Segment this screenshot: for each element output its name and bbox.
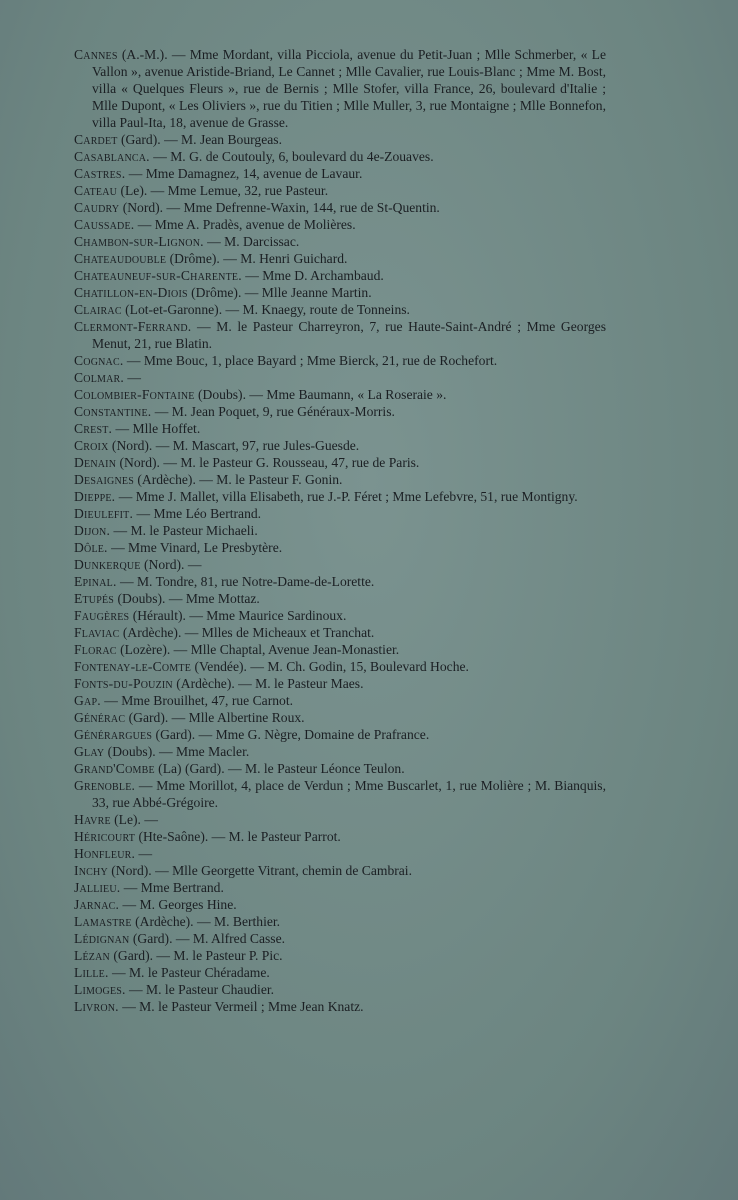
directory-entry — [74, 879, 606, 896]
entry-region: (Le). — [114, 812, 141, 827]
entry-text: — Mme Brouilhet, 47, rue Carnot. — [104, 693, 293, 708]
entry-text: — Mme Damagnez, 14, avenue de Lavaur. — [128, 166, 363, 181]
entry-region: (Gard). — [155, 727, 196, 742]
directory-entry — [74, 760, 606, 777]
entry-region: (Gard). — [132, 931, 173, 946]
entry-place: Limoges. — [74, 982, 126, 997]
directory-entry — [74, 930, 606, 947]
entry-place: Flaviac — [74, 625, 120, 640]
directory-entry — [74, 131, 606, 148]
directory-entry — [74, 216, 606, 233]
entry-region: (Doubs). — [107, 744, 156, 759]
entry-place: Héricourt — [74, 829, 136, 844]
entry-region: (La) (Gard). — [158, 761, 225, 776]
entry-text: — Mme D. Archambaud. — [245, 268, 384, 283]
entry-text: — Mme Defrenne-Waxin, 144, rue de St-Quentin. — [166, 200, 440, 215]
entry-place: Cardet — [74, 132, 118, 147]
entry-text: — M. Alfred Casse. — [175, 931, 286, 946]
directory-entry — [74, 675, 606, 692]
entry-text: — M. Jean Poquet, 9, rue Généraux-Morris. — [154, 404, 395, 419]
directory-entry — [74, 505, 606, 522]
entry-region: (Ardèche). — [176, 676, 235, 691]
directory-entry — [74, 488, 606, 505]
entry-text: — M. le Pasteur Chéradame. — [111, 965, 270, 980]
entry-text: — Mlle Chaptal, Avenue Jean-Monastier. — [173, 642, 400, 657]
entry-text: — Mme J. Mallet, villa Elisabeth, rue J.-P. Féret ; Mme Lefebvre, 51, rue Montigny. — [118, 489, 578, 504]
entry-region: (Nord). — [119, 455, 160, 470]
entry-region: (Ardèche). — [137, 472, 196, 487]
entry-text: — Mme A. Pradès, avenue de Molières. — [137, 217, 356, 232]
directory-entry — [74, 862, 606, 879]
directory-entry — [74, 522, 606, 539]
entry-place: Caussade. — [74, 217, 135, 232]
directory-entry — [74, 267, 606, 284]
entry-place: Dieppe. — [74, 489, 116, 504]
entry-region: (Le). — [120, 183, 148, 198]
directory-entry — [74, 896, 606, 913]
entry-text: — M. le Pasteur Michaeli. — [113, 523, 258, 538]
entry-region: (Nord). — [122, 200, 164, 215]
entry-region: (Lozère). — [120, 642, 171, 657]
entry-place: Etupés — [74, 591, 115, 606]
entry-text: — Mme Baumann, « La Roseraie ». — [249, 387, 447, 402]
entry-text: — M. Henri Guichard. — [223, 251, 348, 266]
directory-entry — [74, 777, 606, 811]
entry-place: Gap. — [74, 693, 101, 708]
entry-place: Havre — [74, 812, 111, 827]
entry-text: — — [127, 370, 141, 385]
directory-entry — [74, 607, 606, 624]
entry-text: — Mme Morillot, 4, place de Verdun ; Mme Buscarlet, 1, rue Molière ; M. Bianquis, 33, rue Abbé-Grégoire. — [92, 778, 606, 810]
directory-entry — [74, 573, 606, 590]
directory-entry — [74, 46, 606, 131]
directory-entry — [74, 743, 606, 760]
directory-entry — [74, 165, 606, 182]
directory-entry — [74, 590, 606, 607]
entry-text: — M. le Pasteur Parrot. — [211, 829, 341, 844]
directory-entry — [74, 913, 606, 930]
entry-region: (Ardèche). — [122, 625, 182, 640]
entry-place: Constantine. — [74, 404, 152, 419]
entry-place: Crest. — [74, 421, 113, 436]
entry-place: Dieulefit. — [74, 506, 134, 521]
entry-region: (Gard). — [121, 132, 161, 147]
entry-place: Chateauneuf-sur-Charente. — [74, 268, 242, 283]
directory-entry — [74, 624, 606, 641]
entry-text: — Mme Mordant, villa Picciola, avenue du Petit-Juan ; Mlle Schmerber, « Le Vallon », avenue Aristide-Briand, Le Cannet ; Mlle Cavalier, rue Louis-Blanc ; Mme M. Bost, villa « Quelques Fleurs », rue de Bernis ; Mlle Stofer, villa France, 26, boulevard d'Italie ; Mlle Dupont, « Les Oliviers », rue du Titien ; Mlle Muller, 3, rue Montaigne ; Mlle Bonnefon, villa Paul-Ita, 18, avenue de Grasse. — [92, 47, 606, 130]
directory-entry — [74, 692, 606, 709]
entry-place: Cateau — [74, 183, 118, 198]
entry-region: (Ardèche). — [135, 914, 194, 929]
entry-region: (Nord). — [111, 863, 152, 878]
entry-text: — M. Jean Bourgeas. — [164, 132, 282, 147]
entry-place: Lille. — [74, 965, 109, 980]
entry-text: — M. le Pasteur F. Gonin. — [199, 472, 343, 487]
entry-place: Grand'Combe — [74, 761, 155, 776]
entry-text: — M. Mascart, 97, rue Jules-Guesde. — [155, 438, 360, 453]
entry-place: Livron. — [74, 999, 119, 1014]
entry-place: Jallieu. — [74, 880, 121, 895]
entry-region: (Nord). — [144, 557, 185, 572]
directory-entry — [74, 454, 606, 471]
entry-text: — M. le Pasteur Léonce Teulon. — [228, 761, 405, 776]
entry-place: Epinal. — [74, 574, 117, 589]
entry-place: Jarnac. — [74, 897, 120, 912]
entry-text: — M. Ch. Godin, 15, Boulevard Hoche. — [250, 659, 469, 674]
entry-text: — Mlle Albertine Roux. — [171, 710, 305, 725]
entry-text: — M. Tondre, 81, rue Notre-Dame-de-Lorette. — [119, 574, 375, 589]
directory-entry — [74, 437, 606, 454]
entry-region: (Doubs). — [117, 591, 166, 606]
entry-place: Clermont-Ferrand. — [74, 319, 192, 334]
directory-entry — [74, 471, 606, 488]
entry-region: (Doubs). — [198, 387, 246, 402]
entry-place: Chateaudouble — [74, 251, 167, 266]
entry-text: — M. le Pasteur Maes. — [238, 676, 364, 691]
entry-place: Glay — [74, 744, 105, 759]
directory-entry — [74, 250, 606, 267]
directory-entry — [74, 369, 606, 386]
entry-place: Générargues — [74, 727, 153, 742]
directory-entry — [74, 403, 606, 420]
entry-region: (Hérault). — [132, 608, 186, 623]
entry-text: — Mme Mottaz. — [168, 591, 260, 606]
entry-text: — Mme G. Nègre, Domaine de Prafrance. — [198, 727, 430, 742]
entry-place: Croix — [74, 438, 109, 453]
directory-entry — [74, 539, 606, 556]
entry-text: — Mme Bouc, 1, place Bayard ; Mme Bierck, 21, rue de Rochefort. — [126, 353, 498, 368]
entry-text: — — [138, 846, 153, 861]
entry-text: — Mlle Hoffet. — [115, 421, 201, 436]
entry-place: Colombier-Fontaine — [74, 387, 195, 402]
entry-place: Fontenay-le-Comte — [74, 659, 192, 674]
entry-text: — M. Georges Hine. — [122, 897, 237, 912]
directory-entry — [74, 811, 606, 828]
directory-entry — [74, 828, 606, 845]
entry-text: — M. le Pasteur Vermeil ; Mme Jean Knatz. — [122, 999, 364, 1014]
entry-place: Fonts-du-Pouzin — [74, 676, 173, 691]
entry-text: — Mme Lemue, 32, rue Pasteur. — [150, 183, 329, 198]
entry-place: Desaignes — [74, 472, 134, 487]
entry-place: Inchy — [74, 863, 108, 878]
entry-region: (Gard). — [113, 948, 154, 963]
directory-entry — [74, 148, 606, 165]
entry-text: — — [144, 812, 158, 827]
directory-entry — [74, 199, 606, 216]
entry-place: Faugères — [74, 608, 130, 623]
entry-region: (A.-M.). — [121, 47, 168, 62]
entry-text: — M. Darcissac. — [207, 234, 300, 249]
entry-region: (Drôme). — [169, 251, 220, 266]
entry-place: Denain — [74, 455, 117, 470]
directory-entry — [74, 301, 606, 318]
directory-entry — [74, 964, 606, 981]
entry-place: Grenoble. — [74, 778, 136, 793]
entry-text: — Mme Léo Bertrand. — [136, 506, 262, 521]
directory-entry — [74, 182, 606, 199]
directory-entry — [74, 998, 606, 1015]
directory-entry — [74, 284, 606, 301]
entry-text: — M. G. de Coutouly, 6, boulevard du 4e-Zouaves. — [153, 149, 434, 164]
entry-region: (Nord). — [111, 438, 153, 453]
directory-entry — [74, 947, 606, 964]
directory-entry — [74, 556, 606, 573]
entry-region: (Vendée). — [194, 659, 247, 674]
entry-place: Chatillon-en-Diois — [74, 285, 188, 300]
entry-text: — — [187, 557, 202, 572]
entry-text: — M. le Pasteur Chaudier. — [129, 982, 275, 997]
entry-text: — M. le Pasteur P. Pic. — [156, 948, 283, 963]
directory-list — [74, 46, 606, 1015]
directory-entry — [74, 352, 606, 369]
entry-text: — Mlle Georgette Vitrant, chemin de Cambrai. — [155, 863, 412, 878]
directory-entry — [74, 386, 606, 403]
entry-region: (Gard). — [128, 710, 169, 725]
entry-place: Cannes — [74, 47, 118, 62]
entry-region: (Drôme). — [191, 285, 242, 300]
entry-text: — M. le Pasteur G. Rousseau, 47, rue de Paris. — [163, 455, 420, 470]
entry-place: Cognac. — [74, 353, 124, 368]
entry-place: Colmar. — [74, 370, 124, 385]
entry-text: — Mme Maurice Sardinoux. — [189, 608, 347, 623]
entry-place: Lézan — [74, 948, 110, 963]
entry-place: Florac — [74, 642, 117, 657]
entry-place: Lamastre — [74, 914, 132, 929]
directory-entry — [74, 658, 606, 675]
directory-entry — [74, 420, 606, 437]
directory-entry — [74, 845, 606, 862]
entry-text: — M. le Pasteur Charreyron, 7, rue Haute-Saint-André ; Mme Georges Menut, 21, rue Blatin. — [92, 319, 606, 351]
directory-entry — [74, 709, 606, 726]
entry-place: Casablanca. — [74, 149, 150, 164]
entry-text: — Mme Vinard, Le Presbytère. — [111, 540, 283, 555]
entry-text: — Mme Bertrand. — [123, 880, 224, 895]
entry-place: Honfleur. — [74, 846, 136, 861]
directory-entry — [74, 233, 606, 250]
entry-text: — Mlles de Micheaux et Tranchat. — [184, 625, 375, 640]
entry-place: Clairac — [74, 302, 122, 317]
entry-place: Dôle. — [74, 540, 108, 555]
entry-text: — M. Berthier. — [197, 914, 281, 929]
entry-place: Chambon-sur-Lignon. — [74, 234, 204, 249]
directory-entry — [74, 641, 606, 658]
directory-entry — [74, 981, 606, 998]
entry-place: Dijon. — [74, 523, 111, 538]
entry-text: — Mme Macler. — [159, 744, 250, 759]
entry-region: (Hte-Saône). — [138, 829, 209, 844]
entry-place: Générac — [74, 710, 126, 725]
directory-entry — [74, 726, 606, 743]
entry-place: Caudry — [74, 200, 120, 215]
entry-place: Lédignan — [74, 931, 130, 946]
entry-text: — Mlle Jeanne Martin. — [244, 285, 372, 300]
entry-text: — M. Knaegy, route de Tonneins. — [225, 302, 410, 317]
entry-place: Castres. — [74, 166, 126, 181]
entry-region: (Lot-et-Garonne). — [125, 302, 223, 317]
directory-entry — [74, 318, 606, 352]
entry-place: Dunkerque — [74, 557, 141, 572]
